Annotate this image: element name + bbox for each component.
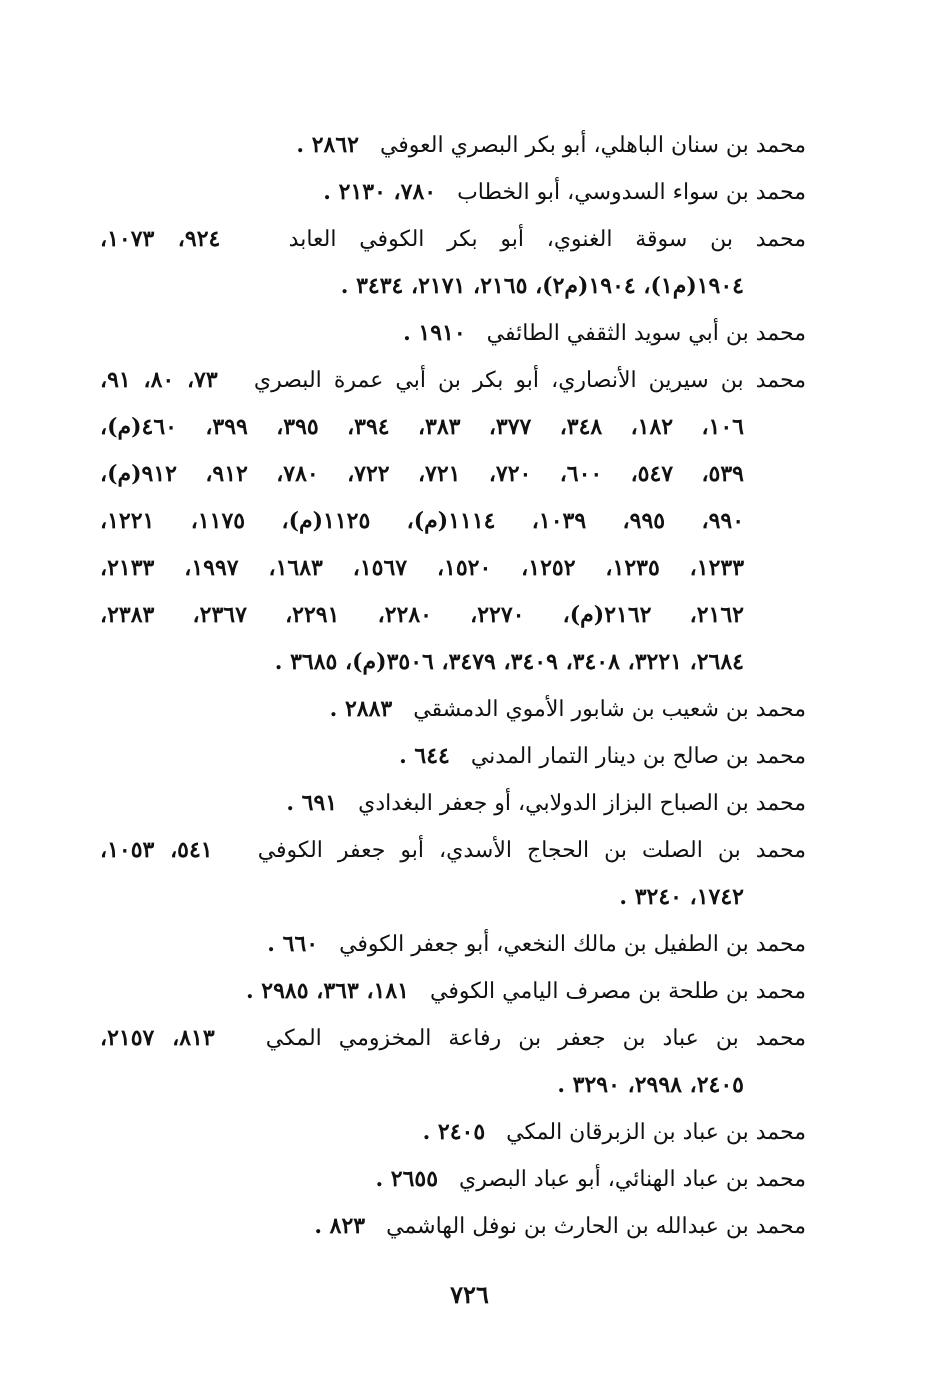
index-entry [100, 827, 806, 921]
entry-name: محمد بن سيرين الأنصاري، أبو بكر بن أبي عمرة البصري [253, 368, 806, 393]
entry-refs: ٧٣، ٨٠، ٩١، [100, 367, 218, 393]
index-page [100, 122, 806, 1250]
entry-refs-continued: ٢١٦٢، ٢١٦٢(م)، ٢٢٧٠، ٢٢٨٠، ٢٢٩١، ٢٣٦٧، ٢٣٨٣، [100, 602, 744, 628]
entry-refs: ٧٨٠، ٢١٣٠ . [323, 179, 437, 205]
entry-refs: ٥٤١، ١٠٥٣، [100, 837, 213, 863]
entry-name: محمد بن عباد الهنائي، أبو عباد البصري [459, 1167, 806, 1192]
index-entry [100, 1203, 806, 1250]
entry-refs: ٢٦٥٥ . [375, 1166, 439, 1192]
index-entry [100, 780, 806, 827]
entry-name: محمد بن طلحة بن مصرف اليامي الكوفي [429, 979, 806, 1004]
entry-name: محمد بن سواء السدوسي، أبو الخطاب [457, 180, 806, 205]
entry-refs: ٢٨٨٣ . [329, 696, 393, 722]
entry-refs-continued: ٢٤٠٥، ٢٩٩٨، ٣٢٩٠ . [557, 1072, 744, 1098]
entry-refs: ٦٤٤ . [399, 743, 450, 769]
entry-name: محمد بن أبي سويد الثقفي الطائفي [486, 321, 806, 346]
index-entry [100, 733, 806, 780]
entry-refs-continued: ٥٣٩، ٥٤٧، ٦٠٠، ٧٢٠، ٧٢١، ٧٢٢، ٧٨٠، ٩١٢، ٩١٢(م)، [100, 461, 744, 487]
entry-refs-continued: ١٩٠٤(م١)، ١٩٠٤(م٢)، ٢١٦٥، ٢١٧١، ٣٤٣٤ . [340, 273, 744, 299]
index-entry [100, 1156, 806, 1203]
index-entry [100, 122, 806, 169]
entry-refs: ٦٩١ . [286, 790, 338, 816]
index-entry [100, 1109, 806, 1156]
index-entry [100, 216, 806, 310]
entry-refs: ٨٢٣ . [314, 1213, 366, 1239]
entry-name: محمد بن سوقة الغنوي، أبو بكر الكوفي العابد [288, 227, 806, 252]
index-entry [100, 169, 806, 216]
entry-name: محمد بن سنان الباهلي، أبو بكر البصري العوفي [379, 133, 806, 158]
entry-name: محمد بن شعيب بن شابور الأموي الدمشقي [413, 697, 806, 722]
index-entry [100, 686, 806, 733]
entry-name: محمد بن عباد بن جعفر بن رفاعة المخزومي المكي [265, 1026, 806, 1051]
entry-refs: ٢٤٠٥ . [422, 1119, 486, 1145]
entry-refs: ٩٢٤، ١٠٧٣، [100, 226, 221, 252]
index-entry [100, 357, 806, 686]
page-number: ٧٢٦ [450, 1280, 489, 1309]
entry-name: محمد بن الطفيل بن مالك النخعي، أبو جعفر الكوفي [339, 932, 806, 957]
entry-name: محمد بن صالح بن دينار التمار المدني [470, 744, 806, 769]
entry-name: محمد بن عباد بن الزبرقان المكي [506, 1120, 806, 1145]
index-entry [100, 968, 806, 1015]
entry-refs: ١٩١٠ . [403, 320, 466, 346]
entry-refs: ٢٨٦٢ . [296, 132, 359, 158]
entry-refs-continued: ١٢٣٣، ١٢٣٥، ١٢٥٢، ١٥٢٠، ١٥٦٧، ١٦٨٣، ١٩٩٧، ٢١٣٣، [100, 555, 745, 581]
index-entry [100, 921, 806, 968]
entry-refs-continued: ٩٩٠، ٩٩٥، ١٠٣٩، ١١١٤(م)، ١١٢٥(م)، ١١٧٥، ١٢٢١، [100, 508, 745, 534]
entry-name: محمد بن الصلت بن الحجاج الأسدي، أبو جعفر الكوفي [257, 838, 806, 863]
entry-refs: ١٨١، ٣٦٣، ٢٩٨٥ . [245, 978, 409, 1004]
entry-refs: ٦٦٠ . [267, 931, 319, 957]
entry-name: محمد بن الصباح البزاز الدولابي، أو جعفر البغدادي [358, 791, 806, 816]
entry-refs-continued: ٢٦٨٤، ٣٢٢١، ٣٤٠٨، ٣٤٠٩، ٣٤٧٩، ٣٥٠٦(م)، ٣٦٨٥ . [274, 649, 744, 675]
entry-name: محمد بن عبدالله بن الحارث بن نوفل الهاشمي [386, 1214, 806, 1239]
entry-refs-continued: ١٠٦، ١٨٢، ٣٤٨، ٣٧٧، ٣٨٣، ٣٩٤، ٣٩٥، ٣٩٩، ٤٦٠(م)، [100, 414, 744, 440]
index-entry [100, 1015, 806, 1109]
entry-refs-continued: ١٧٤٢، ٣٢٤٠ . [619, 884, 744, 910]
index-entry [100, 310, 806, 357]
entry-refs: ٨١٣، ٢١٥٧، [100, 1025, 215, 1051]
